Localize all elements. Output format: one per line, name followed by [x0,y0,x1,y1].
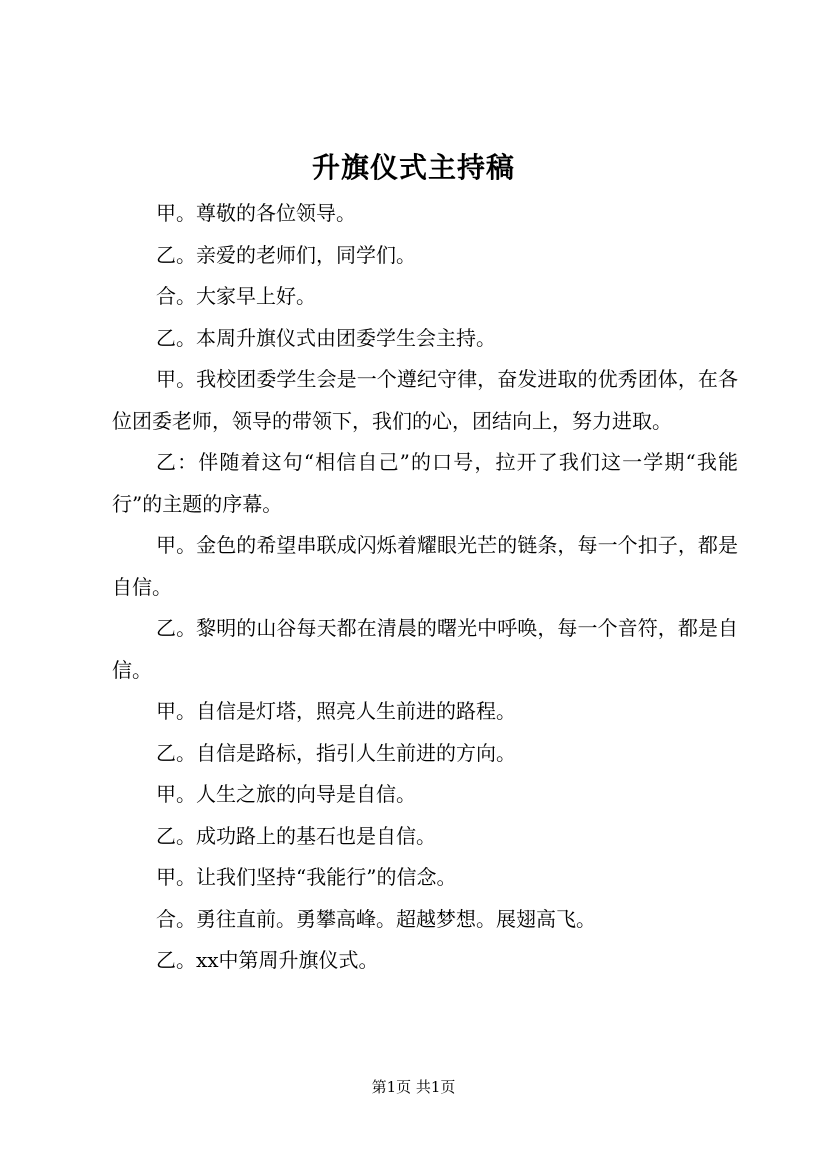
paragraph: 甲。我校团委学生会是一个遵纪守律，奋发进取的优秀团体，在各位团委老师，领导的带领下，我们的心，团结向上，努力进取。 [112,367,738,433]
paragraph: 乙。黎明的山谷每天都在清晨的曙光中呼唤，每一个音符，都是自信。 [112,616,738,682]
paragraph: 甲。金色的希望串联成闪烁着耀眼光芒的链条，每一个扣子，都是自信。 [112,533,738,599]
paragraph: 乙。亲爱的老师们，同学们。 [156,242,416,267]
paragraph: 合。勇往直前。勇攀高峰。超越梦想。展翅高飞。 [156,906,596,931]
paragraph: 甲。自信是灯塔，照亮人生前进的路程。 [156,699,516,723]
paragraph: 乙：伴随着这句“相信自己”的口号，拉开了我们这一学期“我能行”的主题的序幕。 [112,450,738,516]
document-body [112,193,738,982]
paragraph: 乙。本周升旗仪式由团委学生会主持。 [156,325,496,350]
paragraph: 乙。自信是路标，指引人生前进的方向。 [156,740,516,765]
page-footer: 第1页 共1页 [371,1078,456,1096]
paragraph: 乙。xx中第周升旗仪式。 [156,948,379,972]
paragraph: 甲。人生之旅的向导是自信。 [156,782,416,806]
paragraph: 甲。尊敬的各位领导。 [156,201,356,225]
paragraph: 合。大家早上好。 [156,284,316,308]
document-title: 升旗仪式主持稿 [311,151,515,184]
paragraph: 乙。成功路上的基石也是自信。 [156,823,436,848]
paragraph: 甲。让我们坚持“我能行”的信念。 [156,865,457,889]
